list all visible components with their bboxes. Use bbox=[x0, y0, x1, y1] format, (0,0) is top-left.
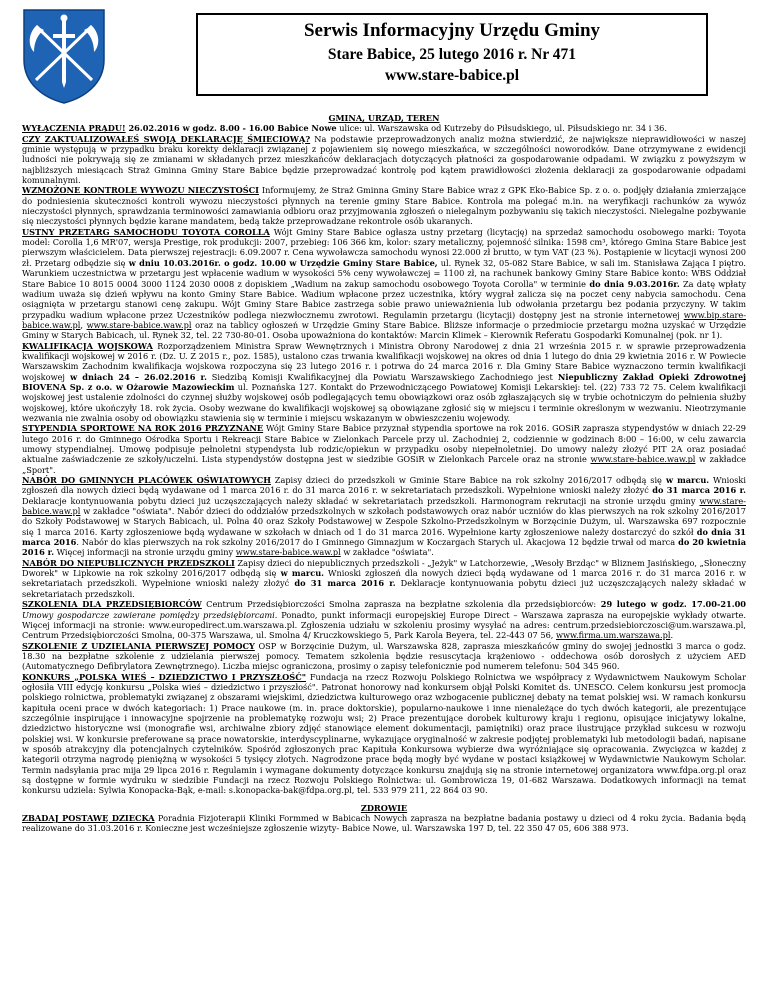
bold-text: do 31 marca 2016 r. bbox=[289, 578, 396, 589]
article-military-qualification bbox=[22, 341, 746, 424]
link-bip[interactable]: www.bip.stare-babice.waw.pl bbox=[22, 309, 746, 330]
article-car-auction bbox=[22, 227, 746, 341]
link-stare-babice[interactable]: www.stare-babice.waw.pl bbox=[590, 454, 696, 465]
article-sport-scholarships bbox=[22, 423, 746, 475]
article-text: w zakładce "oświata". Nabór dzieci do oddziałów przedszkolnych w szkołach podstawowych oraz nabór uczniów do klas pierwszych na rok szkolny 2016/2017 do Szkoły Podstawowej w Starych Babicach, ul. Polna 40 oraz Szkoły Podstawowej w Zespole Szkolno-Przedszkolnym w Borzęcinie Dużym, ul. Warszawska 697 rozpocznie się 1 marca 2016. Karty zgłoszeniowe będą wydawane w szkołach w dniach od 1 do 31 marca 2016. Wypełnione karty zgłoszeniowe należy dostarczyć do szkół bbox=[22, 506, 746, 537]
article-first-aid bbox=[22, 641, 746, 672]
bold-text: do 31 marca 2016 r. bbox=[648, 485, 746, 496]
article-text: Za datę wpłaty wadium uważa się dzień wpływu na konto Gminy Stare Babice. Wadium wpłacone przez uczestnika, który wygrał zalicza się na poczet ceny nabycia samochodu. Cena osiągnięta w przetargu stanowi cenę zakupu. Wójt Gminy Stare Babice zastrzega sobie prawo unieważnienia lub odwołania przetargu bez podania przyczyny. W takim przypadku wadium wpłacone przez Uczestników podlega niezwłocznemu zwrotowi. Regulamin przetargu (licytacji) dostępny jest na stronie internetowej bbox=[22, 278, 746, 320]
link-stare-babice[interactable]: www.stare-babice.waw.pl bbox=[235, 547, 341, 558]
link-stare-babice[interactable]: www.stare-babice.waw.pl bbox=[86, 319, 192, 330]
bold-text: do dnia 31 marca 2016 bbox=[22, 526, 746, 548]
link-stare-babice[interactable]: www.stare-babice.waw.pl bbox=[22, 495, 746, 517]
article-private-preschools bbox=[22, 558, 746, 599]
section-heading-gmina: GMINA, URZĄD, TEREN bbox=[328, 113, 440, 123]
coat-of-arms-icon bbox=[22, 8, 106, 104]
article-text: Poradnia Fizjoterapii Kliniki Formmed w Babicach Nowych zaprasza na bezpłatne badania postawy u dzieci od 4 roku życia. Badania będą realizowane do 31.03.2016 r. Konieczne jest wcześniejsze zgłoszenie wizyty- Babice Nowe, ul. Warszawska 197 D, tel. 22 350 47 05, 606 388 973. bbox=[22, 813, 746, 834]
article-title: WYŁĄCZENIA PRĄDU! bbox=[22, 123, 126, 134]
article-title: USTNY PRZETARG SAMOCHODU TOYOTA COROLLA bbox=[22, 226, 270, 237]
article-school-enrollment bbox=[22, 475, 746, 558]
bold-text: do 20 kwietnia 2016 r. bbox=[22, 537, 746, 558]
header-box bbox=[196, 13, 708, 96]
article-text: ulice: ul. Warszawska od Kutrzeby do Piłsudskiego, ul. Piłsudskiego nr. 34 i 36. bbox=[336, 123, 667, 134]
article-text: Informujemy, że Straż Gminna Gminy Stare Babice wraz z GPK Eko-Babice Sp. z o. o. podjęły działania zmierzające do podniesienia skuteczności kontroli wywozu nieczystości płynnych na terenie gminy Stare Babice. Kontrola ma polegać m.in. na weryfikacji rachunków za wywóz nieczystości płynnych, sprawdzania terminowości zamawiania odbioru oraz przyjmowania zgłoszeń o nielegalnym pozbywaniu się takich nieczystości. Nielegalne pozbywanie się nieczystości płynnych będzie karane mandatem, bedą także przeprowadzane rekontrole osób ukaranych. bbox=[22, 185, 746, 227]
article-waste-declaration bbox=[22, 134, 746, 186]
article-text: w zakładce "oświata". bbox=[340, 547, 434, 558]
article-text: w zakładce „Sport". bbox=[22, 454, 747, 475]
article-text: Na podstawie przeprowadzonych analiz można stwierdzić, że największe nieprawidłowości w naszej gminie występują w przypadku braku korekty deklaracji związanej z pojawieniem się nowego mieszkańca, w szczególności noworodków. Dane otrzymywane z ewidencji ludności nie pokrywają się ze zmianami w składanych przez mieszkańców deklaracjach dotyczących płatności za gospodarowanie odpadami. W związku z powyższym w najbliższych miesiącach Straż Gminna Gminy Stare Babice będzie przeprowadzać kontrolę pod kątem prawidłowości złożenia deklaracji za gospodarowanie odpadami komunalnymi. bbox=[22, 133, 746, 186]
bold-text: 29 lutego w godz. 17.00-21.00 bbox=[596, 599, 746, 610]
article-text: Zapisy dzieci do niepublicznych przedszkoli - „Jeżyk" w Latchorzewie, „Wesoły Brzdąc" w Bliznem Jasińskiego, „Słoneczny Dworek" w Lipkowie na rok szkolny 2016/2017 odbędą się bbox=[22, 557, 747, 579]
header-url[interactable]: www.stare-babice.pl bbox=[384, 67, 520, 84]
article-text: oraz na tablicy ogłoszeń w Urzędzie Gminy Stare Babice. Bliższe informacje o przedmiocie przetargu można uzyskać w Urzędzie Gminy w Starych Babicach, ul. Rynek 32, tel. 22 730-80-01. Osoba upoważniona do kontaktów: Marcin Klimek – Kierownik Referatu Gospodarki Komunalnej (pok. nr 1). bbox=[22, 319, 746, 341]
article-title: KONKURS „POLSKA WIEŚ – DZIEDZICTWO I PRZYSZŁOŚĆ" bbox=[22, 671, 306, 682]
article-title: ZBADAJ POSTAWĘ DZIECKA bbox=[22, 813, 155, 824]
header-title: Serwis Informacyjny Urzędu Gminy bbox=[303, 20, 601, 41]
content-body bbox=[22, 113, 746, 834]
bold-text: do dnia 9.03.2016r. bbox=[585, 278, 680, 289]
article-text: ul. Poznańska 127. Kontakt do Przewodniczącego Powiatowej Komisji Lekarskiej: tel. (22) 733 72 75. Celem kwalifikacji wojskowej jest ustalenie zdolności do czynnej służby wojskowej osób podlegających temu obowiązkowi oraz osób zgłaszających się w trybie ochotniczym do pełnienia służby wojskowej, które ukończyły 18. rok życia. Osoby wezwane do kwalifikacji wojskowej są obowiązane zgłosić się w miejscu i terminie określonym w wezwaniu. Nieotrzymanie wezwania nie zwalnia osoby od obowiązku stawienia się w terminie i miejscu wskazanym w obwieszczeniu wojewody. bbox=[22, 381, 746, 423]
article-power-outage bbox=[22, 123, 746, 133]
article-text: Centrum Przedsiębiorczości Smolna zaprasza na bezpłatne szkolenia dla przedsiębiorców: bbox=[201, 599, 597, 610]
article-polish-village-contest bbox=[22, 672, 746, 796]
bold-text: w dniu 10.03.2016r. o godz. 10.00 w Urzędzie Gminy Stare Babice, bbox=[125, 257, 438, 268]
article-text: Siedzibą Komisji Kwalifikacyjnej dla Powiatu Warszawskiego Zachodniego jest bbox=[206, 371, 553, 382]
article-text: Ponadto, punkt informacji europejskiej Europe Direct – Warszawa zaprasza na europejskie wykłady otwarte. Więcej informacji na stronie: www.europedirect.um.warszawa.pl. Zgłoszenia udziału w szkoleniu prosimy wysyłać na adres: centrum.przedsiebiorczosci@um.warszawa.pl, Centrum Przedsiębiorczości Smolna, 00-375 Warszawa, ul. Smolna 4/ Kruczkowskiego 5, Park Karola Beyera, tel. 22-443 07 56, bbox=[22, 609, 746, 641]
article-text: Rozporządzeniem Ministra Spraw Wewnętrznych i Ministra Obrony Narodowej z dnia 21 września 2015 r. w sprawie przeprowadzenia kwalifikacji wojskowej w 2016 r. (Dz. U. Z 2015 r., poz. 1585), ustalono czas trwania kwalifikacji wojskowej na okres od dnia 1 lutego do dnia 29 kwietnia 2016 r. W Powiecie Warszawskim Zachodnim kwalifikacja wojskowa rozpoczyna się 23 lutego 2016 r. i potrwa do 24 marca 2016 r. Dla Gminy Stare Babice wyznaczono termin kwalifikacji wojskowej bbox=[22, 340, 746, 382]
article-text: Więcej informacji na stronie urzędu gminy bbox=[54, 547, 236, 558]
article-text: Wnioski zgłoszeń dla nowych dzieci będą wydawane od 1 marca 2016 r. do 31 marca 2016 r. w sekretariatach przedszkoli. Wypełnione wnioski należy złożyć bbox=[22, 568, 746, 589]
article-text: Deklaracje kontynuowania pobytu dzieci już uczęszczających należy składać w sekretariatach przedszkoli. bbox=[22, 578, 747, 599]
article-text: . bbox=[670, 630, 674, 641]
article-text: Fundacja na rzecz Rozwoju Polskiego Rolnictwa we współpracy z Wydawnictwem Naukowym Scholar ogłosiła VIII edycję konkursu „Polska wieś – dziedzictwo i przyszłość". Patronat honorowy nad konkursem objął Polski Komitet ds. UNESCO. Celem konkursu jest promocja polskiego rolnictwa, problematyki związanej z obszarami wiejskimi, dziedzictwa kulturowego oraz wzbogacenie publicznej debaty na temat polskiej wsi. W ramach konkursu kapituła oceni prace w dwóch kategoriach: 1) Prace naukowe (m. in. prace doktorskie), popularno-naukowe i inne nienależące do tych dwóch kategorii, ale prezentujące szczególnie inspirujące i innowacyjne spojrzenie na problematykę rozwoju wsi; 2) Prace prezentujące dorobek kulturowy kraju i regionu, opisujące inicjatywy lokalne, dziedzictwo historyczne wsi (monografie wsi, archiwalne zbiory zdjęć stanowiące element dokumentacji, pamiętniki) oraz prace ilustrujące przykład sukcesu w rozwoju polskiej wsi. W konkursie preferowane są prace nowatorskie, interdyscyplinarne, wykazujące oryginalność w zakresie podjętej problematyki lub metodologii badań, napisane w sposób atrakcyjny dla potencjalnych czytelników. Spośród zgłoszonych prac Kapituła Konkursowa wybierze dwa wyróżniające się opracowania. Zwycięzca w każdej z kategorii otrzyma nagrodę pieniężną w wysokości 5 tysięcy złotych. Nagrodzone prace będą mogły być wydane w postaci książkowej w Wydawnictwie Naukowym Scholar. Termin nadsyłania prac mija 29 lipca 2016 r. Regulamin i wymagane dokumenty dotyczące konkursu znajdują się na stronie internetowej organizatora www.fdpa.org.pl oraz są dostępne w formie wydruku w siedzibie Fundacji na rzecz Rozwoju Polskiego Rolnictwa: ul. Gombrowicza 19, 01-682 Warszawa. Dodatkowych informacji na temat konkursu udziela: Sylwia Konopacka-Bąk, e-mail: s.konopacka-bak@fdpa.org.pl, tel. 533 979 211, 22 864 03 90. bbox=[22, 671, 746, 796]
bold-text: w dniach 24 – 26.02.2016 r. bbox=[64, 371, 207, 382]
article-text: Wójt Gminy Stare Babice przyznał stypendia sportowe na rok 2016. GOSiR zaprasza stypendystów w dniach 22-29 lutego 2016 r. do Gminnego Ośrodka Sportu i Rekreacji Stare Babice w Zielonkach Parcele przy ul. Zachodniej 2, codziennie w godzinach 8:00 – 16:00, w celu zawarcia umowy stypendialnej. Umowę podpisuje pełnoletni stypendysta lub rodzic/opiekun w przypadku osoby niepełnoletniej. Do umowy należy złożyć PIT 2A oraz posiadać aktualne zaświadczenie ze szkoły/uczelni. Lista stypendystów dostępna jest w siedzibie GOSiR w Zielonkach Parcele oraz na stronie bbox=[22, 423, 746, 465]
article-title: NABÓR DO NIEPUBLICZNYCH PRZEDSZKOLI bbox=[22, 557, 235, 568]
article-text: Deklaracje kontynuowania pobytu dzieci już uczęszczających należy składać w sekretariatach przedszkoli. Harmonogram rekrutacji na stronie urzędu gminy bbox=[22, 495, 700, 506]
section-heading-zdrowie: ZDROWIE bbox=[360, 802, 408, 813]
bold-text: Niepubliczny Zakład Opieki Zdrowotnej BIOVENA Sp. z o.o. w Ożarowie Mazowieckim bbox=[22, 371, 746, 392]
article-business-training bbox=[22, 599, 746, 640]
article-title: NABÓR DO GMINNYCH PLACÓWEK OŚWIATOWYCH bbox=[22, 475, 271, 486]
article-sewage-control bbox=[22, 185, 746, 226]
article-posture-check bbox=[22, 813, 746, 834]
article-title: SZKOLENIE Z UDZIELANIA PIERWSZEJ POMOCY bbox=[22, 640, 255, 651]
article-text: Wójt Gminy Stare Babice ogłasza ustny przetarg (licytację) na sprzedaż samochodu osobowego marki: Toyota model: Corolla 1,6 MR'07, wersja Prestige, rok produkcji: 2007, przebieg: 106 366 km, kolor: szary metaliczny, pojemność silnika: 1598 cm³, którego Gmina Stare Babice jest pierwszym właścicielem. Data pierwszej rejestracji: 6.09.2007 r. Cena wywoławcza samochodu wynosi 22.000 zł brutto, w tym VAT (23 %). Postąpienie w licytacji wynosi 200 zł. Przetarg odbędzie się bbox=[22, 226, 746, 268]
bold-text: w marcu. bbox=[276, 568, 324, 579]
article-text: . Nabór do klas pierwszych na rok szkolny 2016/2017 do I Gminnego Gimnazjum w Koczargach Starych ul. Akacjowa 12 będzie trwał od marca bbox=[76, 537, 676, 548]
article-text: , bbox=[80, 319, 87, 330]
article-text: Zapisy dzieci do przedszkoli w Gminie Stare Babice na rok szkolny 2016/2017 odbędą się bbox=[270, 475, 662, 486]
article-text: OSP w Borzęcinie Dużym, ul. Warszawska 828, zaprasza mieszkańców gminy do swojej jednostki 3 marca o godz. 18.30 na bezpłatne szkolenie z udzielania pierwszej pomocy. Tematem szkolenia będzie resuscytacja krążeniowo - oddechowa osób dorosłych z użyciem AED (Automatycznego Defibrylatora Zewnętrznego). Liczba miejsc ograniczona, prosimy o zapisy telefonicznie pod numerem telefonu: 504 345 960. bbox=[22, 640, 746, 672]
link-firma[interactable]: www.firma.um.warszawa.pl bbox=[556, 630, 671, 641]
article-title: KWALIFIKACJA WOJSKOWA bbox=[22, 340, 153, 351]
bold-text: w marcu. bbox=[661, 475, 710, 486]
bold-text: 26.02.2016 w godz. 8.00 - 16.00 Babice Nowe bbox=[125, 123, 337, 134]
article-text: ul. Rynek 32, 05-082 Stare Babice, w sali im. Stanisława Zająca I piętro. Warunkiem uczestnictwa w przetargu jest wpłacenie wadium w wysokości 5% ceny wywoławczej = 1100 zł, na rachunek bankowy Gminy Stare Babice konto: WBS Oddział Stare Babice 10 8015 0004 3000 1124 2030 0008 z dopiskiem „Wadium na zakup samochodu osobowego Toyota Corolla" w terminie bbox=[22, 257, 746, 289]
article-title: WZMOŻONE KONTROLE WYWOZU NIECZYSTOŚCI bbox=[22, 185, 259, 196]
header-date: Stare Babice, 25 lutego 2016 r. Nr 471 bbox=[327, 46, 577, 63]
article-title: SZKOLENIA DLA PRZEDSIĘBIORCÓW bbox=[22, 599, 202, 610]
italic-text: Umowy gospodarcze zawierane pomiędzy przedsiębiorcami. bbox=[22, 609, 278, 620]
article-title: STYPENDIA SPORTOWE NA ROK 2016 PRZYZNANE bbox=[22, 423, 264, 434]
article-text: Wnioski zgłoszeń dla nowych dzieci będą wydawane od 1 marca 2016 r. do 31 marca 2016 r. w sekretariatach przedszkoli. Wypełnione wnioski należy złożyć bbox=[22, 475, 746, 496]
article-title: CZY ZAKTUALIZOWAŁEŚ SWOJĄ DEKLARACJĘ ŚMIECIOWĄ? bbox=[22, 133, 311, 144]
